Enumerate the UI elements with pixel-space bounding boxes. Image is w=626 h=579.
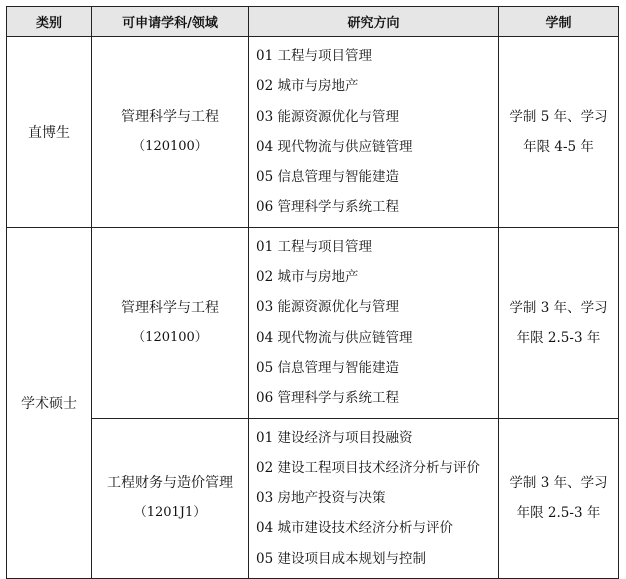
duration-cell-phd <box>499 37 619 228</box>
duration-line: 年限 2.5-3 年 <box>516 329 601 346</box>
duration-cell-master-1 <box>499 227 619 418</box>
direction-item: 02 城市与房地产 <box>256 269 359 286</box>
table-row-master-1 <box>7 227 619 418</box>
direction-item: 03 房地产投资与决策 <box>256 490 386 507</box>
header-duration: 学制 <box>499 7 619 37</box>
direction-item: 06 管理科学与系统工程 <box>256 199 399 216</box>
duration-line: 年限 4-5 年 <box>523 138 594 155</box>
subject-name: 管理科学与工程 <box>121 299 219 316</box>
program-table <box>6 6 619 579</box>
direction-item: 01 工程与项目管理 <box>256 48 372 64</box>
header-row <box>7 7 619 37</box>
direction-item: 05 信息管理与智能建造 <box>256 359 399 376</box>
duration-line: 学制 5 年、学习 <box>509 108 608 125</box>
direction-item: 03 能源资源优化与管理 <box>256 108 399 125</box>
direction-item: 02 建设工程项目技术经济分析与评价 <box>256 459 480 476</box>
category-cell-master: 学术硕士 <box>7 227 92 578</box>
directions-cell-phd <box>249 37 499 228</box>
direction-item: 01 建设经济与项目投融资 <box>256 429 413 446</box>
direction-item: 04 现代物流与供应链管理 <box>256 329 413 346</box>
subject-code: （120100） <box>132 138 208 154</box>
duration-line: 学制 3 年、学习 <box>509 475 608 492</box>
table-row-master-2 <box>7 418 619 578</box>
header-subject: 可申请学科/领域 <box>92 7 249 37</box>
subject-name: 工程财务与造价管理 <box>107 475 233 492</box>
category-cell-phd: 直博生 <box>7 37 92 228</box>
direction-item: 01 工程与项目管理 <box>256 238 372 255</box>
direction-item: 03 能源资源优化与管理 <box>256 299 399 316</box>
header-category: 类别 <box>7 7 92 37</box>
direction-item: 04 城市建设技术经济分析与评价 <box>256 520 453 537</box>
subject-name: 管理科学与工程 <box>121 108 219 125</box>
directions-cell-master-2 <box>249 418 499 578</box>
table-row-phd <box>7 37 619 228</box>
subject-cell-master-1 <box>92 227 249 418</box>
direction-item: 06 管理科学与系统工程 <box>256 390 399 407</box>
duration-cell-master-2 <box>499 418 619 578</box>
direction-item: 04 现代物流与供应链管理 <box>256 138 413 155</box>
subject-code: （1201J1） <box>133 505 207 521</box>
direction-item: 02 城市与房地产 <box>256 78 359 95</box>
subject-cell-master-2 <box>92 418 249 578</box>
direction-item: 05 信息管理与智能建造 <box>256 169 399 186</box>
header-direction: 研究方向 <box>249 7 499 37</box>
subject-cell-phd <box>92 37 249 228</box>
duration-line: 年限 2.5-3 年 <box>516 505 601 522</box>
subject-code: （120100） <box>132 329 208 345</box>
duration-line: 学制 3 年、学习 <box>509 299 608 316</box>
directions-cell-master-1 <box>249 227 499 418</box>
direction-item: 05 建设项目成本规划与控制 <box>256 550 426 567</box>
